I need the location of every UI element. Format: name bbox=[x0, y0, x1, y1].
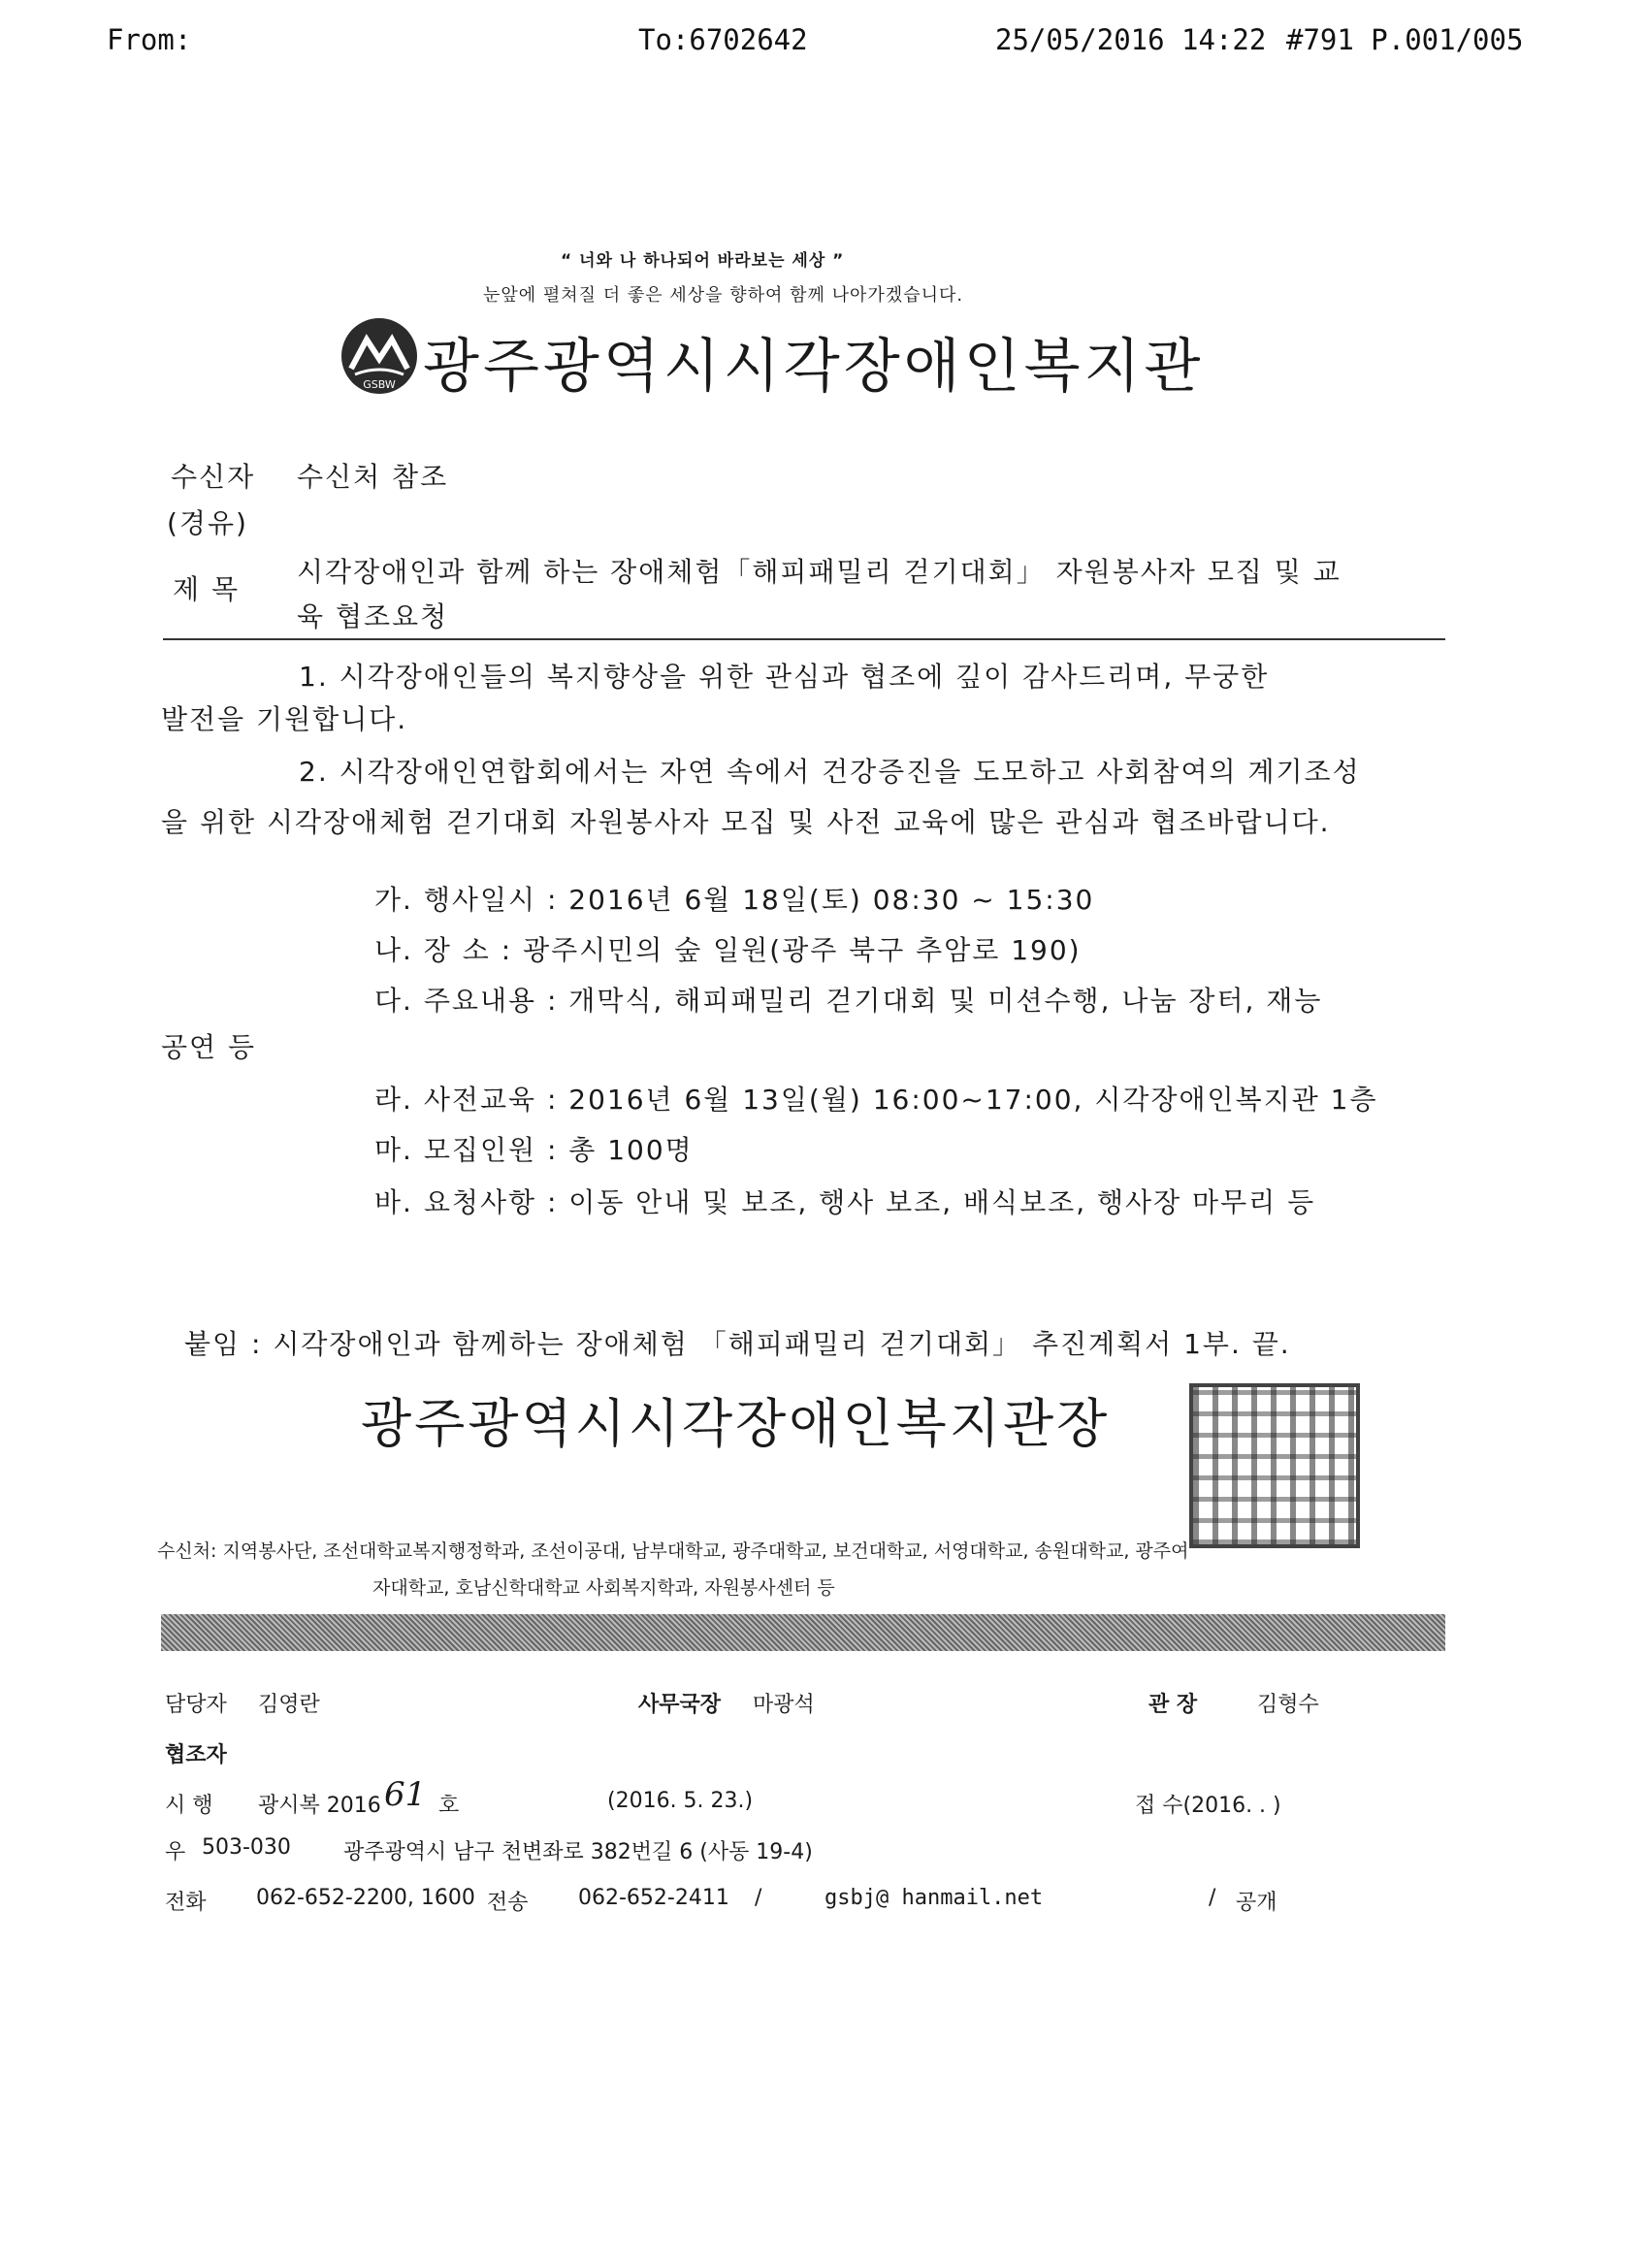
paragraph-2-line1: 2. 시각장애인연합회에서는 자연 속에서 건강증진을 도모하고 사회참여의 계기조성 bbox=[299, 756, 1361, 788]
paragraph-1-line1: 1. 시각장애인들의 복지향상을 위한 관심과 협조에 깊이 감사드리며, 무궁한 bbox=[299, 661, 1270, 693]
via-label: (경유) bbox=[167, 507, 248, 539]
fax-to: To:6702642 bbox=[638, 23, 808, 56]
disclosure: 공개 bbox=[1236, 1891, 1277, 1915]
motto-line2: 눈앞에 펼쳐질 더 좋은 세상을 향하여 함께 나아가겠습니다. bbox=[483, 285, 964, 306]
enforcement-label: 시 행 bbox=[165, 1794, 213, 1818]
address: 광주광역시 남구 천변좌로 382번길 6 (사동 19-4) bbox=[343, 1840, 813, 1864]
fax-label: 전송 bbox=[487, 1891, 529, 1915]
enforcement-suffix: 호 bbox=[438, 1794, 460, 1818]
receipt-field: 접 수(2016. . ) bbox=[1135, 1794, 1281, 1818]
item-location: 나. 장 소 : 광주시민의 숲 일원(광주 북구 추암로 190) bbox=[374, 934, 1082, 966]
subject-line1: 시각장애인과 함께 하는 장애체험「해피패밀리 걷기대회」 자원봉사자 모집 및 교 bbox=[297, 556, 1342, 588]
secretary: 마광석 bbox=[753, 1693, 815, 1717]
fax-number: 062-652-2411 bbox=[578, 1886, 729, 1910]
motto-line1: “ 너와 나 하나되어 바라보는 세상 ” bbox=[561, 251, 845, 271]
director-label: 관 장 bbox=[1148, 1693, 1198, 1717]
divider-band bbox=[161, 1614, 1445, 1651]
postal-code: 503-030 bbox=[202, 1835, 291, 1860]
sender-title: 광주광역시시각장애인복지관장 bbox=[361, 1393, 1111, 1454]
item-date: 가. 행사일시 : 2016년 6월 18일(토) 08:30 ~ 15:30 bbox=[374, 884, 1095, 916]
header-divider bbox=[163, 638, 1445, 640]
enforcement-number: 광시복 2016 bbox=[258, 1794, 381, 1818]
enforcement-date: (2016. 5. 23.) bbox=[607, 1789, 754, 1813]
recipients-line1: 수신처: 지역봉사단, 조선대학교복지행정학과, 조선이공대, 남부대학교, 광주대학교, 보건대학교, 서영대학교, 송원대학교, 광주여 bbox=[157, 1540, 1189, 1562]
logo-text: GSBW bbox=[363, 378, 396, 391]
item-content-continuation: 공연 등 bbox=[161, 1031, 257, 1063]
organization-title: 광주광역시시각장애인복지관 bbox=[423, 333, 1205, 401]
secretary-label: 사무국장 bbox=[638, 1693, 722, 1717]
phone-number: 062-652-2200, 1600 bbox=[256, 1886, 475, 1910]
item-requests: 바. 요청사항 : 이동 안내 및 보조, 행사 보조, 배식보조, 행사장 마무리 등 bbox=[374, 1186, 1316, 1218]
person-in-charge-label: 담당자 bbox=[165, 1693, 227, 1717]
recipient-value: 수신처 참조 bbox=[297, 461, 449, 493]
fax-from: From: bbox=[107, 23, 192, 56]
fax-datetime: 25/05/2016 14:22 bbox=[995, 23, 1267, 56]
postal-label: 우 bbox=[165, 1840, 186, 1864]
person-in-charge: 김영란 bbox=[258, 1693, 320, 1717]
phone-label: 전화 bbox=[165, 1891, 207, 1915]
enforcement-handwritten-number: 61 bbox=[384, 1775, 427, 1814]
logo-mountain-icon bbox=[341, 318, 417, 394]
subject-label: 제 목 bbox=[173, 573, 240, 605]
fax-page: #791 P.001/005 bbox=[1286, 23, 1524, 56]
official-seal bbox=[1189, 1383, 1360, 1548]
recipient-label: 수신자 bbox=[171, 461, 256, 493]
paragraph-1-line2: 발전을 기원합니다. bbox=[161, 703, 408, 735]
attachment-note: 붙임 : 시각장애인과 함께하는 장애체험 「해피패밀리 걷기대회」 추진계획서 1부. 끝. bbox=[184, 1328, 1291, 1360]
paragraph-2-line2: 을 위한 시각장애체험 걷기대회 자원봉사자 모집 및 사전 교육에 많은 관심과 협조바랍니다. bbox=[161, 806, 1331, 838]
item-content: 다. 주요내용 : 개막식, 해피패밀리 걷기대회 및 미션수행, 나눔 장터, 재능 bbox=[374, 985, 1323, 1017]
director: 김형수 bbox=[1257, 1693, 1319, 1717]
recipients-line2: 자대학교, 호남신학대학교 사회복지학과, 자원봉사센터 등 bbox=[372, 1577, 835, 1599]
separator-2: / bbox=[1209, 1886, 1216, 1910]
organization-logo bbox=[341, 318, 417, 394]
item-pre-training: 라. 사전교육 : 2016년 6월 13일(월) 16:00~17:00, 시각장애인복지관 1층 bbox=[374, 1084, 1378, 1116]
separator-1: / bbox=[755, 1886, 762, 1910]
cooperator-label: 협조자 bbox=[165, 1743, 227, 1767]
item-recruit-count: 마. 모집인원 : 총 100명 bbox=[374, 1134, 694, 1166]
subject-line2: 육 협조요청 bbox=[297, 600, 449, 632]
email: gsbj@ hanmail.net bbox=[824, 1886, 1044, 1910]
